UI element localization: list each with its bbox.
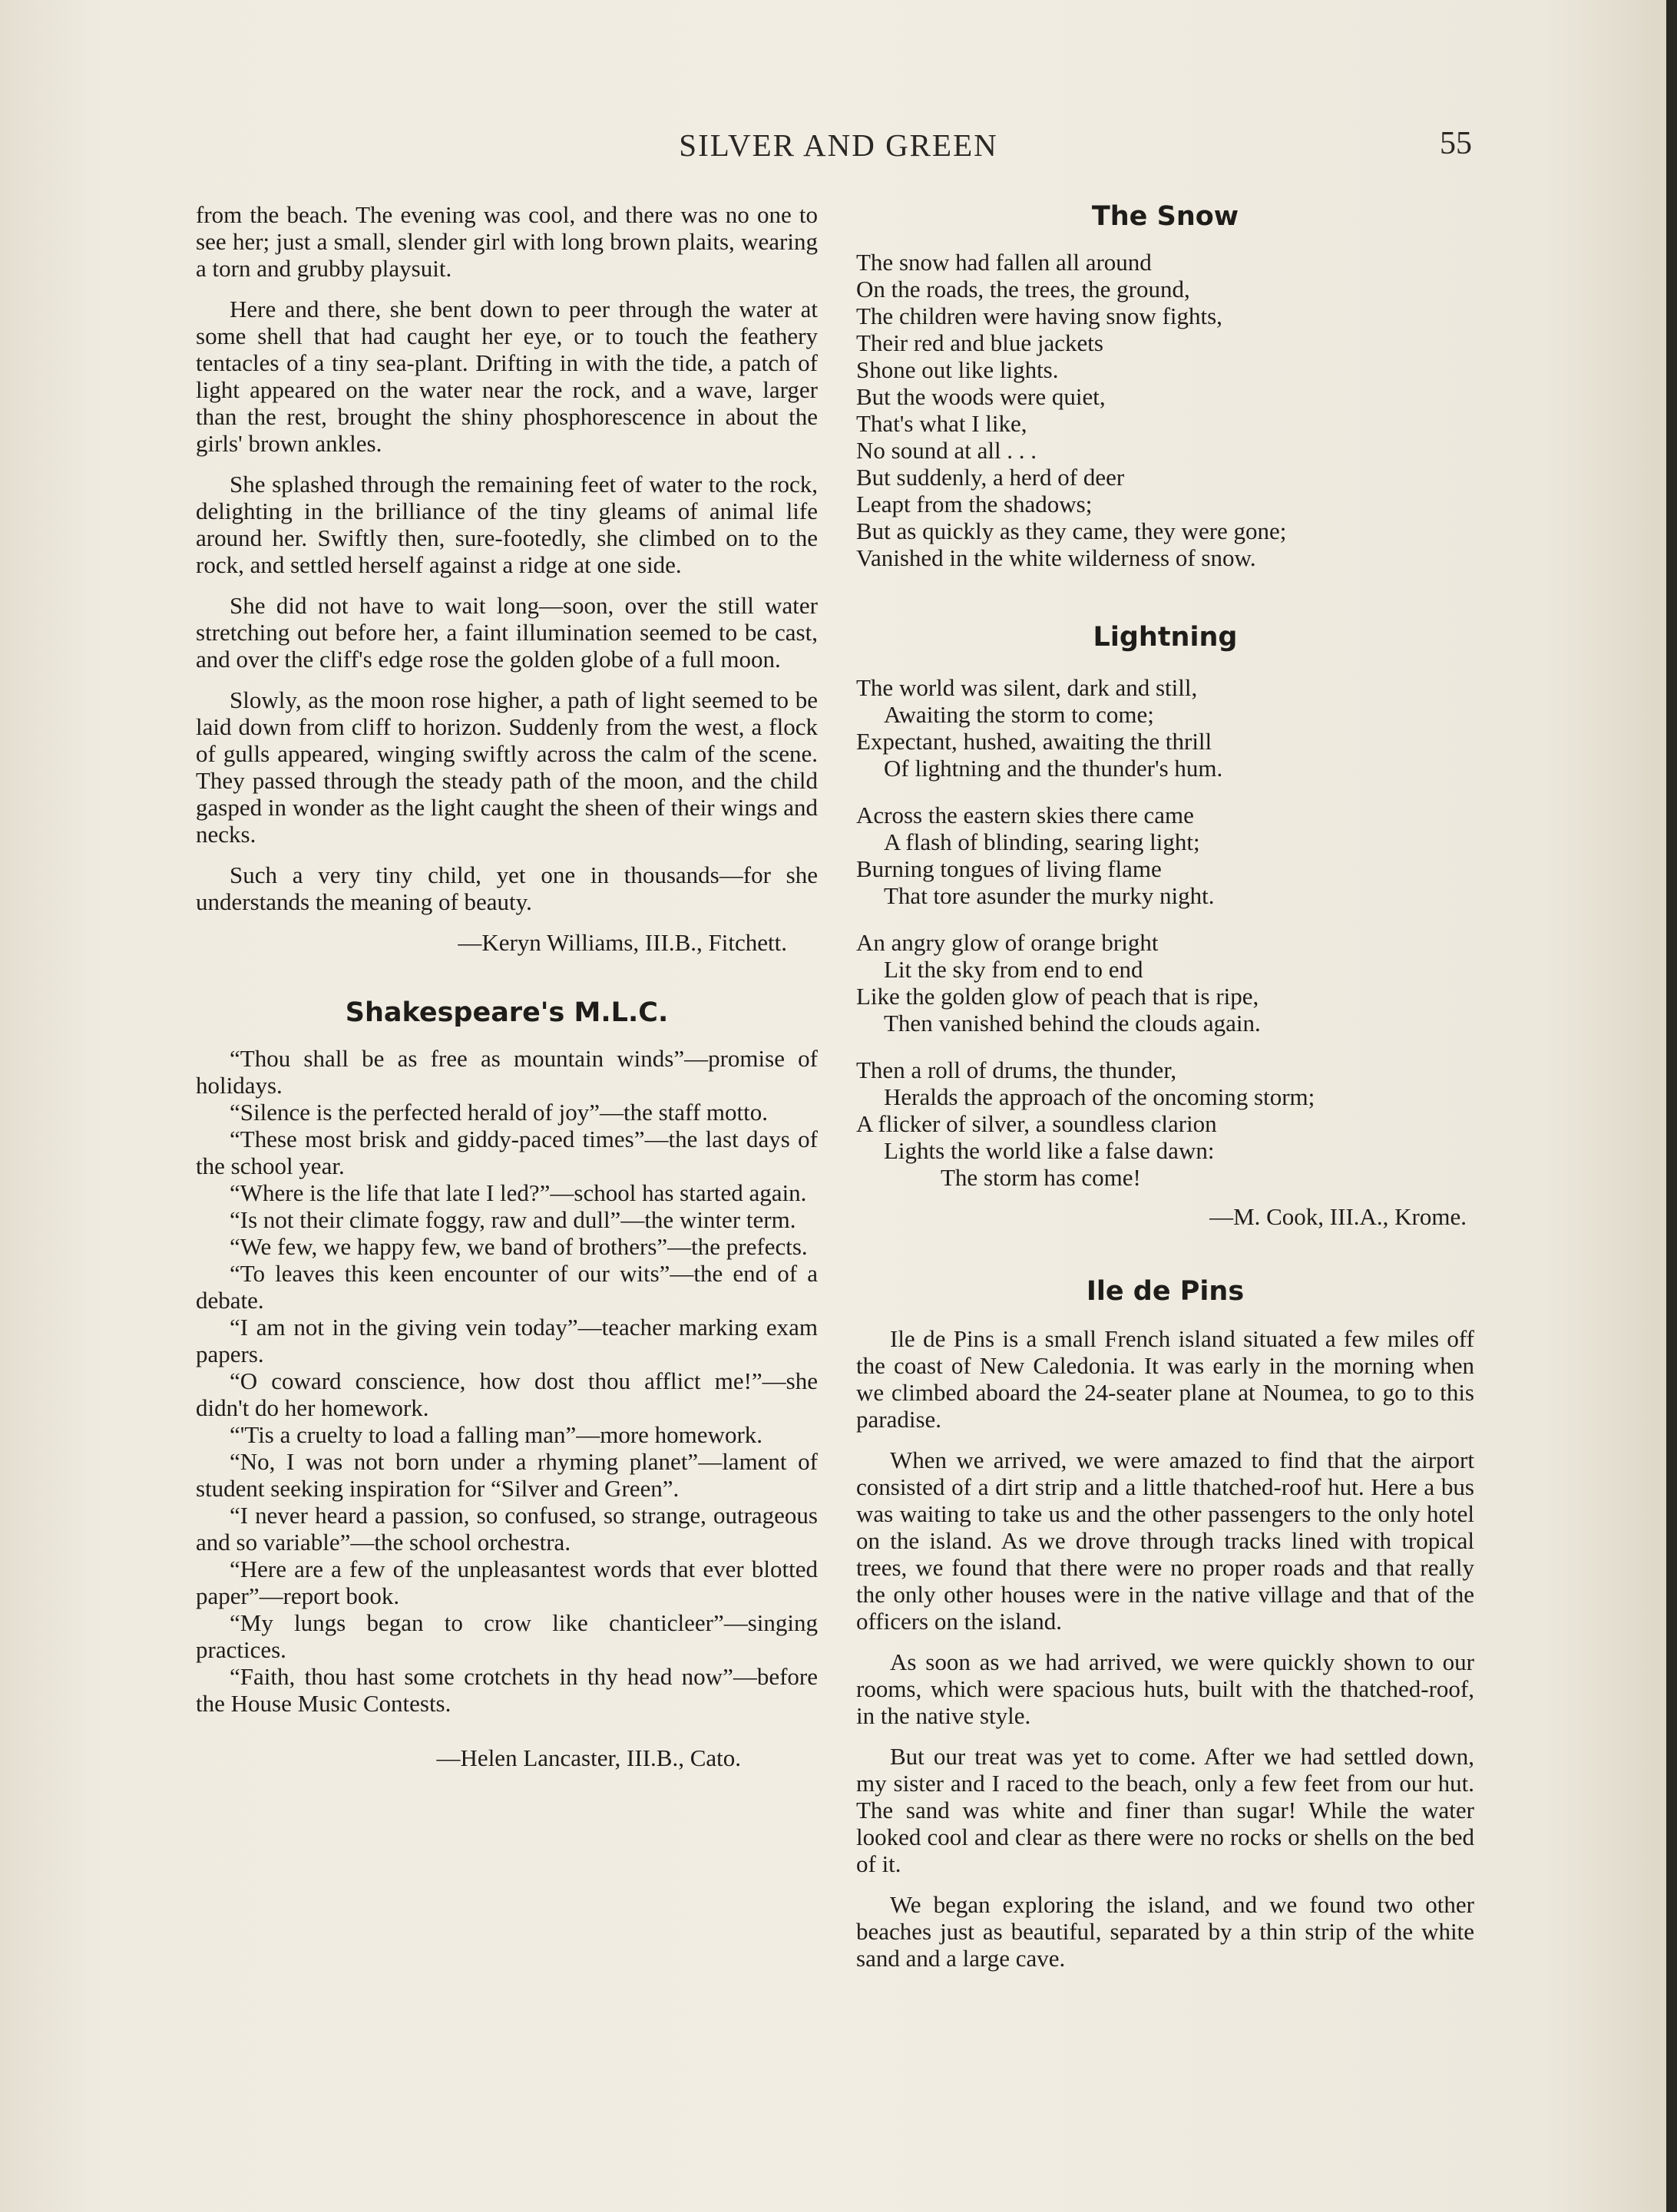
shakespeare-quote: “These most brisk and giddy-paced times”—the last days of the school year. xyxy=(196,1126,818,1179)
poem-line: The storm has come! xyxy=(941,1164,1141,1191)
poem-line: Lit the sky from end to end xyxy=(884,956,1143,983)
shakespeare-title: Shakespeare's M.L.C. xyxy=(345,997,669,1028)
right-column xyxy=(856,201,1474,1986)
lightning-stanza xyxy=(856,929,1474,1037)
lightning-byline: —M. Cook, III.A., Krome. xyxy=(1209,1203,1467,1230)
shakespeare-quote: “I never heard a passion, so confused, so strange, outrageous and so variable”—the school orchestra. xyxy=(196,1502,818,1556)
shakespeare-quote: “Here are a few of the unpleasantest words that ever blotted paper”—report book. xyxy=(196,1556,818,1609)
shakespeare-quote: “To leaves this keen encounter of our wits”—the end of a debate. xyxy=(196,1260,818,1314)
running-title: SILVER AND GREEN xyxy=(679,127,998,163)
pins-paragraph: As soon as we had arrived, we were quickly shown to our rooms, which were spacious huts, built with the thatched-roof, in the native style. xyxy=(856,1648,1474,1729)
poem-line: The children were having snow fights, xyxy=(856,303,1222,329)
shakespeare-quote: “O coward conscience, how dost thou afflict me!”—she didn't do her homework. xyxy=(196,1367,818,1421)
shakespeare-quote: “No, I was not born under a rhyming planet”—lament of student seeking inspiration for “Silver and Green”. xyxy=(196,1448,818,1502)
poem-line: Like the golden glow of peach that is ripe, xyxy=(856,983,1259,1010)
pins-paragraph: When we arrived, we were amazed to find that the airport consisted of a dirt strip and a little thatched-roof hut. Here a bus was waiting to take us and the other passengers to the only hotel on the island. As we drove through tracks lined with tropical trees, we found that there were no proper roads and that really the only other houses were in the native village and that of the officers on the island. xyxy=(856,1447,1474,1635)
poem-line: A flicker of silver, a soundless clarion xyxy=(856,1110,1217,1137)
poem-line: But as quickly as they came, they were gone; xyxy=(856,517,1287,544)
page-edge-shadow xyxy=(1666,0,1677,2212)
poem-line: Expectant, hushed, awaiting the thrill xyxy=(856,728,1212,755)
poem-line: The snow had fallen all around xyxy=(856,249,1152,276)
poem-line: Burning tongues of living flame xyxy=(856,855,1162,882)
page-number: 55 xyxy=(1440,126,1472,161)
lightning-stanza xyxy=(856,802,1474,909)
poem-line: Of lightning and the thunder's hum. xyxy=(884,755,1223,782)
poem-line: Across the eastern skies there came xyxy=(856,802,1194,828)
shakespeare-quote: “Thou shall be as free as mountain winds”—promise of holidays. xyxy=(196,1045,818,1099)
poem-line: Vanished in the white wilderness of snow. xyxy=(856,544,1256,571)
shakespeare-quote: “'Tis a cruelty to load a falling man”—more homework. xyxy=(230,1421,763,1448)
shakespeare-quote: “Where is the life that late I led?”—school has started again. xyxy=(230,1179,807,1206)
story-paragraph: from the beach. The evening was cool, and there was no one to see her; just a small, slender girl with long brown plaits, wearing a torn and grubby playsuit. xyxy=(196,201,818,282)
poem-line: An angry glow of orange bright xyxy=(856,929,1159,956)
lightning-stanza xyxy=(856,1056,1474,1191)
poem-line: The world was silent, dark and still, xyxy=(856,674,1198,701)
story-paragraph: She did not have to wait long—soon, over the still water stretching out before her, a faint illumination seemed to be cast, and over the cliff's edge rose the golden globe of a full moon. xyxy=(196,592,818,673)
shakespeare-quote: “My lungs began to crow like chanticleer”—singing practices. xyxy=(196,1609,818,1663)
poem-line: Lights the world like a false dawn: xyxy=(884,1137,1215,1164)
shakespeare-quote: “We few, we happy few, we band of brothers”—the prefects. xyxy=(230,1233,808,1260)
story-paragraph: Here and there, she bent down to peer through the water at some shell that had caught her eye, or to touch the feathery tentacles of a tiny sea-plant. Drifting in with the tide, a patch of light appeared on the water near the rock, and a wave, larger than the rest, brought the shiny phosphorescence in about the girls' brown ankles. xyxy=(196,296,818,457)
story-paragraph: She splashed through the remaining feet of water to the rock, delighting in the brilliance of the tiny gleams of animal life around her. Swiftly then, sure-footedly, she climbed on to the rock, and settled herself against a ridge at one side. xyxy=(196,471,818,578)
poem-line: Then vanished behind the clouds again. xyxy=(884,1010,1261,1037)
pins-paragraph: But our treat was yet to come. After we had settled down, my sister and I raced to the beach, only a few feet from our hut. The sand was white and finer than sugar! While the water looked cool and clear as there were no rocks or shells on the bed of it. xyxy=(856,1743,1474,1877)
poem-line: That's what I like, xyxy=(856,410,1027,437)
shakespeare-quote: “Faith, thou hast some crotchets in thy head now”—before the House Music Contests. xyxy=(196,1663,818,1717)
pins-paragraph: Ile de Pins is a small French island situated a few miles off the coast of New Caledonia. It was early in the morning when we climbed aboard the 24-seater plane at Noumea, to go to this paradise. xyxy=(856,1325,1474,1433)
pins-paragraph: We began exploring the island, and we found two other beaches just as beautiful, separated by a thin strip of the white sand and a large cave. xyxy=(856,1891,1474,1972)
poem-line: On the roads, the trees, the ground, xyxy=(856,276,1190,303)
snow-poem xyxy=(856,249,1474,571)
pins-title: Ile de Pins xyxy=(1086,1276,1245,1307)
poem-line: Then a roll of drums, the thunder, xyxy=(856,1056,1177,1083)
shakespeare-quote: “Silence is the perfected herald of joy”—the staff motto. xyxy=(230,1099,768,1126)
story-paragraph: Such a very tiny child, yet one in thousands—for she understands the meaning of beauty. xyxy=(196,861,818,915)
story-paragraph: Slowly, as the moon rose higher, a path of light seemed to be laid down from cliff to horizon. Suddenly from the west, a flock of gulls appeared, winging swiftly across the calm of the scene. They passed through the steady path of the moon, and the child gasped in wonder as the light caught the sheen of their wings and necks. xyxy=(196,686,818,848)
lightning-stanza xyxy=(856,674,1474,782)
poem-line: No sound at all . . . xyxy=(856,437,1037,464)
shakespeare-byline: —Helen Lancaster, III.B., Cato. xyxy=(436,1744,741,1771)
poem-line: Shone out like lights. xyxy=(856,356,1059,383)
poem-line: Their red and blue jackets xyxy=(856,329,1103,356)
poem-line: Awaiting the storm to come; xyxy=(884,701,1154,728)
snow-title: The Snow xyxy=(1091,201,1239,232)
left-column xyxy=(196,201,818,1771)
shakespeare-quote: “I am not in the giving vein today”—teacher marking exam papers. xyxy=(196,1314,818,1367)
poem-line: But suddenly, a herd of deer xyxy=(856,464,1125,491)
poem-line: Leapt from the shadows; xyxy=(856,491,1093,517)
lightning-title: Lightning xyxy=(1093,622,1238,653)
poem-line: That tore asunder the murky night. xyxy=(884,882,1215,909)
poem-line: Heralds the approach of the oncoming storm; xyxy=(884,1083,1315,1110)
story-byline: —Keryn Williams, III.B., Fitchett. xyxy=(458,929,787,956)
poem-line: But the woods were quiet, xyxy=(856,383,1106,410)
poem-line: A flash of blinding, searing light; xyxy=(884,828,1200,855)
shakespeare-quote: “Is not their climate foggy, raw and dull”—the winter term. xyxy=(230,1206,796,1233)
